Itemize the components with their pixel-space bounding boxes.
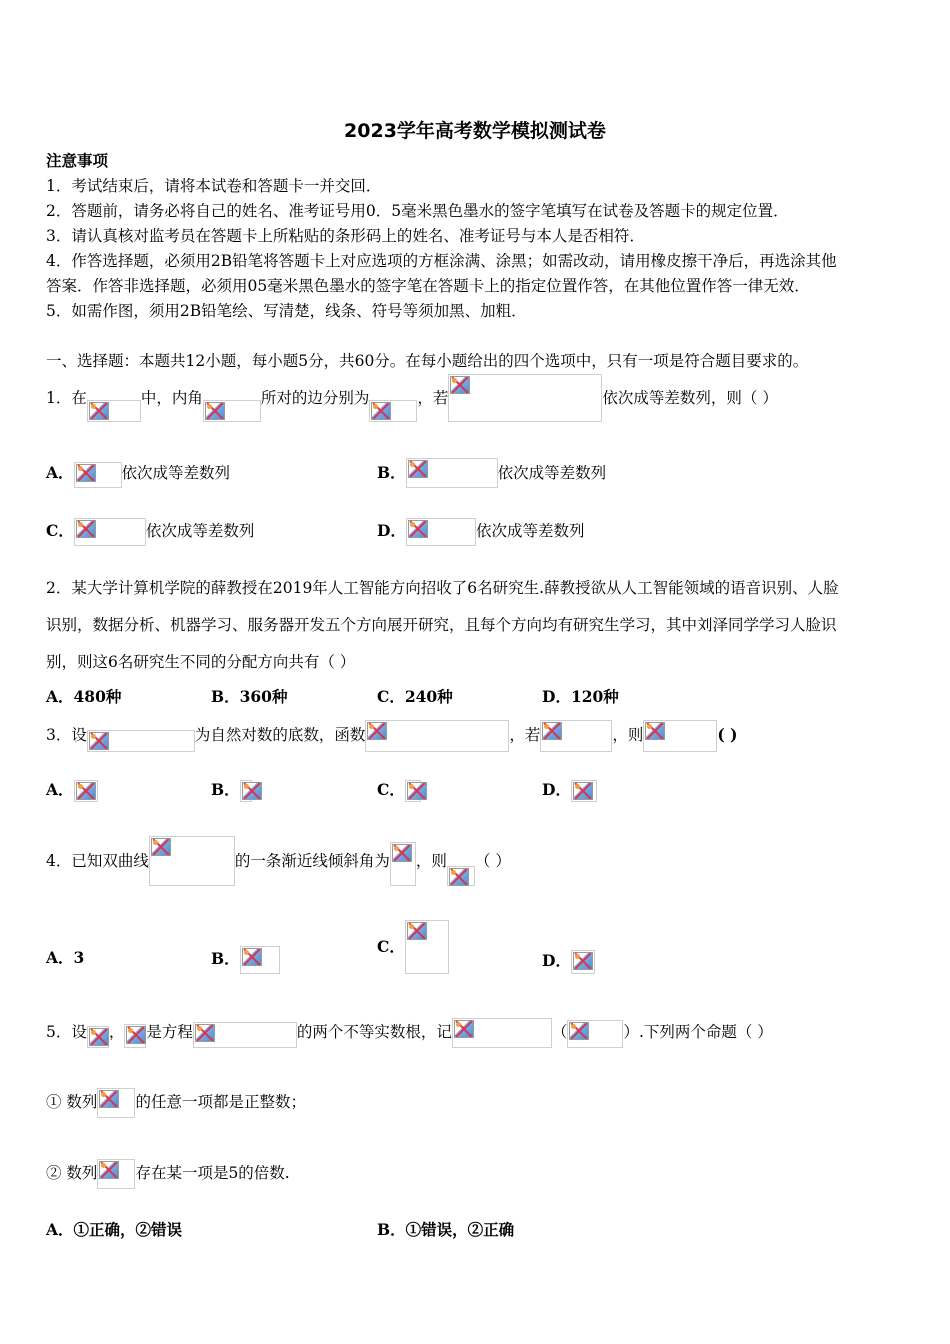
q5-statement-2 — [46, 1157, 290, 1189]
formula-image-icon — [365, 720, 509, 752]
q5-option-a[interactable]: A．①正确，②错误 — [46, 1220, 183, 1239]
q4-text: ，则 — [415, 852, 447, 870]
formula-image-icon — [405, 780, 421, 802]
q2-option-c[interactable]: C．240种 — [377, 687, 453, 706]
formula-image-icon — [540, 720, 612, 752]
formula-image-icon — [74, 518, 146, 546]
option-label: D． — [542, 780, 571, 799]
formula-image-icon — [643, 720, 717, 752]
formula-image-icon — [87, 1026, 109, 1048]
formula-image-icon — [87, 730, 195, 752]
option-label: D． — [377, 521, 406, 540]
q5-text: 是方程 — [146, 1023, 193, 1041]
q4-text: （ ） — [474, 852, 511, 870]
notice-heading: 注意事项 — [46, 151, 109, 170]
q3-text: 3．设 — [46, 726, 87, 744]
q1-text: 中，内角 — [140, 389, 203, 407]
notice-item: 4．作答选择题，必须用2B铅笔将答题卡上对应选项的方框涂满、涂黑；如需改动，请用橡皮擦干净后，再选涂其他 — [46, 252, 837, 270]
statement-text: 的任意一项都是正整数； — [135, 1093, 306, 1111]
option-label: B． — [211, 780, 240, 799]
formula-image-icon — [405, 920, 449, 974]
q5-text: ， — [108, 1023, 125, 1041]
option-text: 依次成等差数列 — [497, 464, 607, 482]
formula-image-icon — [124, 1024, 146, 1048]
q1-text: 1．在 — [46, 389, 87, 407]
notice-item: 2．答题前，请务必将自己的姓名、准考证号用0．5毫米黑色墨水的签字笔填写在试卷及答题卡的规定位置． — [46, 202, 789, 220]
option-label: C． — [377, 780, 405, 799]
q5-text: 5．设 — [46, 1023, 87, 1041]
formula-image-icon — [87, 400, 141, 422]
formula-image-icon — [97, 1159, 135, 1189]
q1-option-b[interactable] — [377, 458, 606, 488]
q2-option-d[interactable]: D．120种 — [542, 687, 619, 706]
q1-option-a[interactable] — [46, 458, 230, 488]
q5-text: （ — [551, 1023, 568, 1041]
q2-option-a[interactable]: A．480种 — [46, 687, 122, 706]
q4-option-b[interactable] — [211, 944, 280, 974]
question-2-line: 识别，数据分析、机器学习、服务器开发五个方向展开研究，且每个方向均有研究生学习，其中刘泽同学学习人脸识 — [46, 616, 837, 634]
q3-option-a[interactable] — [46, 778, 98, 802]
option-text: 依次成等差数列 — [145, 522, 255, 540]
notice-item: 3．请认真核对监考员在答题卡上所粘贴的条形码上的姓名、准考证号与本人是否相符． — [46, 227, 645, 245]
q3-option-c[interactable] — [377, 778, 421, 802]
q1-option-c[interactable] — [46, 516, 254, 546]
option-label: C． — [377, 937, 405, 956]
formula-image-icon — [74, 462, 122, 488]
notice-item: 1．考试结束后，请将本试卷和答题卡一并交回． — [46, 177, 382, 195]
q1-text: 依次成等差数列，则（ ） — [602, 389, 778, 407]
q1-text: 所对的边分别为 — [260, 389, 370, 407]
question-3 — [46, 718, 738, 752]
q3-text: 为自然对数的底数，函数 — [194, 726, 366, 744]
formula-image-icon — [571, 950, 595, 974]
formula-image-icon — [406, 518, 476, 546]
option-text: 依次成等差数列 — [475, 522, 585, 540]
q4-text: 4．已知双曲线 — [46, 852, 149, 870]
formula-image-icon — [369, 400, 417, 422]
q1-option-d[interactable] — [377, 516, 584, 546]
option-label: C． — [46, 521, 74, 540]
q1-text: ，若 — [417, 389, 449, 407]
notice-item: 答案．作答非选择题，必须用05毫米黑色墨水的签字笔在答题卡上的指定位置作答，在其他位置作答一律无效． — [46, 277, 810, 295]
formula-image-icon — [193, 1022, 297, 1048]
option-label: A． — [46, 463, 74, 482]
q4-text: 的一条渐近线倾斜角为 — [234, 852, 390, 870]
option-label: A． — [46, 780, 74, 799]
question-5 — [46, 1016, 773, 1048]
formula-image-icon — [203, 400, 261, 422]
question-2-line: 别，则这6名研究生不同的分配方向共有（ ） — [46, 653, 356, 671]
question-1 — [46, 374, 778, 422]
option-label: D． — [542, 951, 571, 970]
q5-text: ）.下列两个命题（ ） — [623, 1023, 773, 1041]
option-label: B． — [211, 949, 240, 968]
formula-image-icon — [74, 780, 98, 802]
statement-text: 存在某一项是5的倍数. — [135, 1164, 290, 1182]
formula-image-icon — [447, 866, 475, 886]
formula-image-icon — [406, 458, 498, 488]
formula-image-icon — [240, 780, 252, 802]
statement-text: ② 数列 — [46, 1164, 98, 1182]
option-text: 依次成等差数列 — [121, 464, 231, 482]
section-heading: 一、选择题：本题共12小题，每小题5分，共60分。在每小题给出的四个选项中，只有一项是符合题目要求的。 — [46, 352, 809, 370]
q3-text: ，若 — [509, 726, 541, 744]
q5-option-b[interactable]: B．①错误，②正确 — [377, 1220, 515, 1239]
page-title: 2023学年高考数学模拟测试卷 — [344, 120, 606, 142]
statement-text: ① 数列 — [46, 1093, 98, 1111]
formula-image-icon — [240, 946, 280, 974]
formula-image-icon — [452, 1018, 552, 1048]
formula-image-icon — [390, 842, 416, 886]
formula-image-icon — [448, 374, 602, 422]
q3-text: ，则 — [612, 726, 644, 744]
formula-image-icon — [567, 1020, 623, 1048]
question-2-line: 2．某大学计算机学院的薛教授在2019年人工智能方向招收了6名研究生.薛教授欲从人工智能领域的语音识别、人脸 — [46, 579, 839, 597]
question-4 — [46, 836, 511, 886]
q3-option-b[interactable] — [211, 778, 252, 802]
formula-image-icon — [149, 836, 235, 886]
q2-option-b[interactable]: B．360种 — [211, 687, 288, 706]
notice-item: 5．如需作图，须用2B铅笔绘、写清楚，线条、符号等须加黑、加粗． — [46, 302, 527, 320]
q4-option-a[interactable]: A．3 — [46, 948, 85, 967]
option-label: B． — [377, 463, 406, 482]
q5-text: 的两个不等实数根，记 — [296, 1023, 452, 1041]
formula-image-icon — [571, 780, 597, 802]
q4-option-c[interactable] — [377, 920, 449, 974]
q3-text: ( ) — [717, 725, 738, 744]
formula-image-icon — [97, 1088, 135, 1118]
q3-option-d[interactable] — [542, 778, 597, 802]
q5-statement-1 — [46, 1086, 306, 1118]
q4-option-d[interactable] — [542, 948, 595, 974]
